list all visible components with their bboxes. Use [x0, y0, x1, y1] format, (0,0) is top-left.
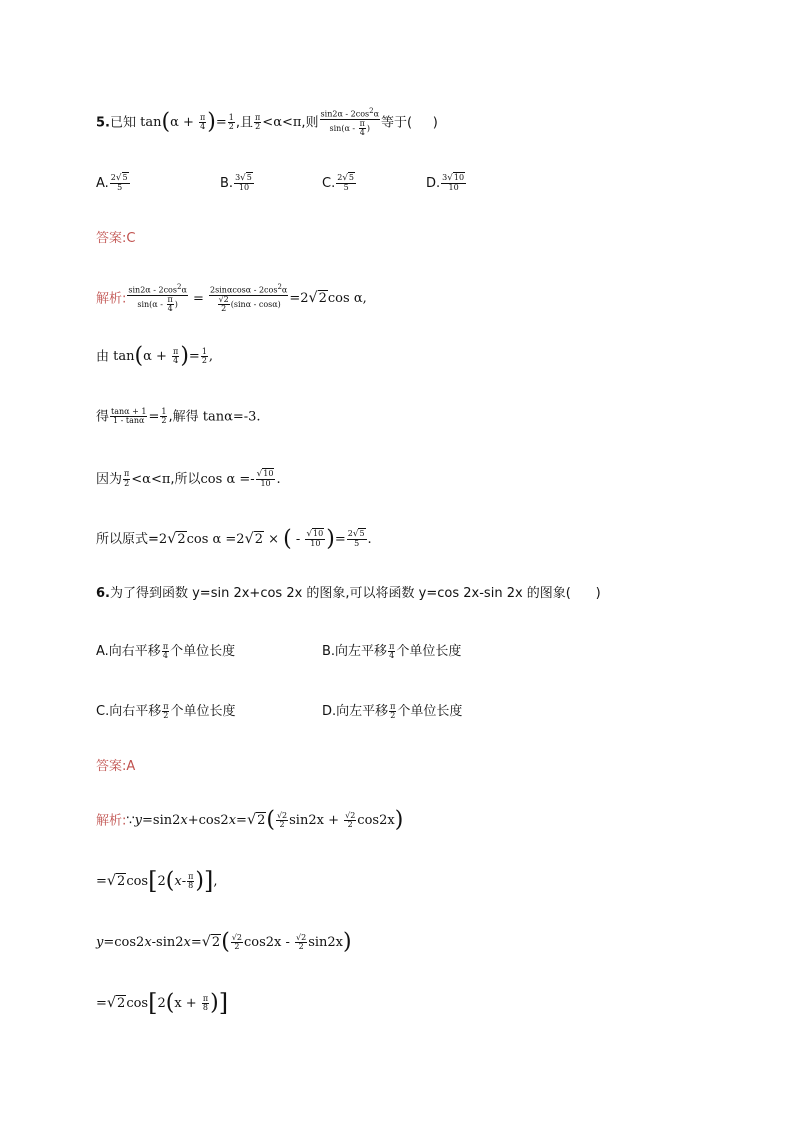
q5-range-again: $\frac{\pi}{2}$ <α<π	[124, 469, 171, 488]
q6-option-b[interactable]	[322, 640, 461, 660]
q6-option-a-fraction: $\frac{\pi}{4}$	[162, 641, 169, 660]
q6-y2-expression: y=cos2x-sin2x=√2( $\frac{√2}{2}$ cos2x - $\frac{√2}{2}$ sin2x)	[96, 930, 352, 956]
q6-option-c-fraction: $\frac{\pi}{2}$	[163, 701, 169, 720]
q6-option-c-prefix: C.向右平移	[96, 704, 162, 719]
q5-option-a-label: A.	[96, 175, 109, 191]
q5-target-fraction: $\sin 2\alpha - 2\cos^2\alpha$ sin(α - $\frac{\pi}{4}$ )	[320, 107, 380, 138]
q5-de: 得	[96, 409, 110, 425]
q5-cos-result: cos α =- $\frac{√10}{10}$ .	[200, 469, 281, 489]
q5-answer-label: 答案:	[96, 231, 127, 246]
q5-equals: 等于(	[381, 115, 413, 131]
q6-analysis-line4	[96, 989, 229, 1017]
q5-stem	[96, 108, 438, 138]
q6-stem-text: 为了得到函数 y=sin 2x+cos 2x 的图象,可以将函数 y=cos 2x-sin 2x 的图象(	[109, 586, 571, 601]
q5-option-d-label: D.	[426, 175, 441, 191]
q6-option-c-suffix: 个单位长度	[170, 704, 236, 719]
q6-answer-label: 答案:	[96, 759, 127, 774]
q6-analysis-label: 解析:	[96, 813, 127, 829]
q6-option-c[interactable]	[96, 700, 236, 720]
q5-option-b[interactable]	[220, 174, 255, 193]
q5-and: ,且	[235, 115, 254, 131]
q6-blank: )	[595, 586, 601, 601]
q5-tan-result: tanα=-3.	[202, 409, 261, 425]
q5-analysis-line2	[96, 344, 214, 370]
q5-known: 已知	[109, 115, 136, 131]
q6-option-a[interactable]	[96, 640, 235, 660]
q6-option-d[interactable]	[322, 700, 462, 720]
q6-analysis-line2	[96, 867, 218, 895]
q5-final-expression: 2√2cos α =2√2 × ( - $\frac{√10}{10}$ )= $\frac{2√5}{5}$ .	[158, 526, 372, 552]
q6-y1-result: =√2cos[2(x- $\frac{\pi}{8}$ )],	[96, 867, 218, 895]
q6-option-b-fraction: $\frac{\pi}{4}$	[389, 641, 395, 660]
q5-tan-expression: tan(α + $\frac{\pi}{4}$ )= $\frac{1}{2}$	[140, 110, 234, 136]
q5-analysis-line4	[96, 470, 281, 489]
q6-y2-result: =√2cos[2(x + $\frac{\pi}{8}$ )]	[96, 989, 229, 1017]
q5-blank: )	[432, 115, 438, 131]
q6-answer	[96, 760, 135, 773]
q6-analysis-line3	[96, 930, 352, 956]
q5-analysis-line5	[96, 526, 372, 552]
q5-option-a-value: $\frac{2√5}{5}$	[110, 173, 128, 193]
q6-option-a-suffix: 个单位长度	[170, 644, 236, 659]
q5-tan-ratio-value: $\frac{1}{2}$	[161, 407, 167, 426]
q5-final-prefix: 所以原式=	[96, 531, 159, 547]
q5-answer	[96, 232, 135, 245]
q5-answer-value: C	[126, 231, 136, 246]
q5-analysis-mid: $2\sin\alpha\cos\alpha - 2\cos^2\alpha$ $\frac{√2}{2}$ (sinα - cosα)	[210, 283, 288, 314]
q6-option-d-prefix: D.向左平移	[322, 704, 389, 719]
q5-option-c[interactable]	[322, 174, 357, 193]
q6-option-b-prefix: B.向左平移	[322, 644, 388, 659]
q5-alpha-range: $\frac{\pi}{2}$ <α<π	[255, 113, 302, 132]
q5-analysis-label: 解析:	[96, 291, 127, 307]
q6-option-b-suffix: 个单位长度	[396, 644, 462, 659]
q5-analysis-line1: 解析: $\sin 2\alpha - 2\cos^2\alpha$ sin(α - $\frac{\pi}{4}$ ) = $2\sin\alpha\cos\alpha - 2\cos^2\alpha$ $\frac{√2}{2}$ (sinα - cosα) =2√2cos α,	[96, 283, 367, 314]
q5-yinwei: 因为	[96, 471, 123, 487]
q6-option-d-suffix: 个单位长度	[397, 704, 463, 719]
q5-option-c-value: $\frac{2√5}{5}$	[337, 173, 355, 193]
q5-given-tan: tan(α + $\frac{\pi}{4}$ )= $\frac{1}{2}$ ,	[113, 344, 214, 370]
q5-option-d-value: $\frac{3√10}{10}$	[442, 173, 465, 193]
q5-analysis-line3: 得 $\frac{\tan\alpha + 1}{1 - \tan\alpha}$ = $\frac{1}{2}$ ,解得 tanα=-3.	[96, 407, 261, 426]
q6-answer-value: A	[126, 759, 136, 774]
q5-option-b-label: B.	[220, 175, 234, 191]
q5-suoyi: ,所以	[170, 471, 201, 487]
q6-analysis-line1	[96, 808, 404, 834]
q6-because: ∵	[126, 813, 135, 829]
q6-option-a-prefix: A.向右平移	[96, 644, 161, 659]
q5-analysis-rhs: =2√2cos α,	[289, 290, 367, 307]
q5-option-d[interactable]	[426, 174, 467, 193]
q5-number: 5.	[96, 115, 110, 131]
q6-stem	[96, 587, 601, 600]
q5-option-a[interactable]	[96, 174, 131, 193]
q5-analysis-lhs: $\sin 2\alpha - 2\cos^2\alpha$ sin(α - $\frac{\pi}{4}$ )	[128, 283, 187, 314]
q5-then: ,则	[301, 115, 319, 131]
q6-number: 6.	[96, 586, 110, 601]
q5-tan-ratio: $\frac{\tan\alpha + 1}{1 - \tan\alpha}$	[111, 407, 147, 426]
q5-you: 由	[96, 349, 110, 365]
q5-jiede: ,解得	[168, 409, 199, 425]
q5-option-c-label: C.	[322, 175, 336, 191]
q6-y1-expression: y=sin2x+cos2x=√2( $\frac{√2}{2}$ sin2x + $\frac{√2}{2}$ cos2x)	[134, 808, 404, 834]
q5-option-b-value: $\frac{3√5}{10}$	[235, 173, 252, 193]
q6-option-d-fraction: $\frac{\pi}{2}$	[390, 701, 396, 720]
